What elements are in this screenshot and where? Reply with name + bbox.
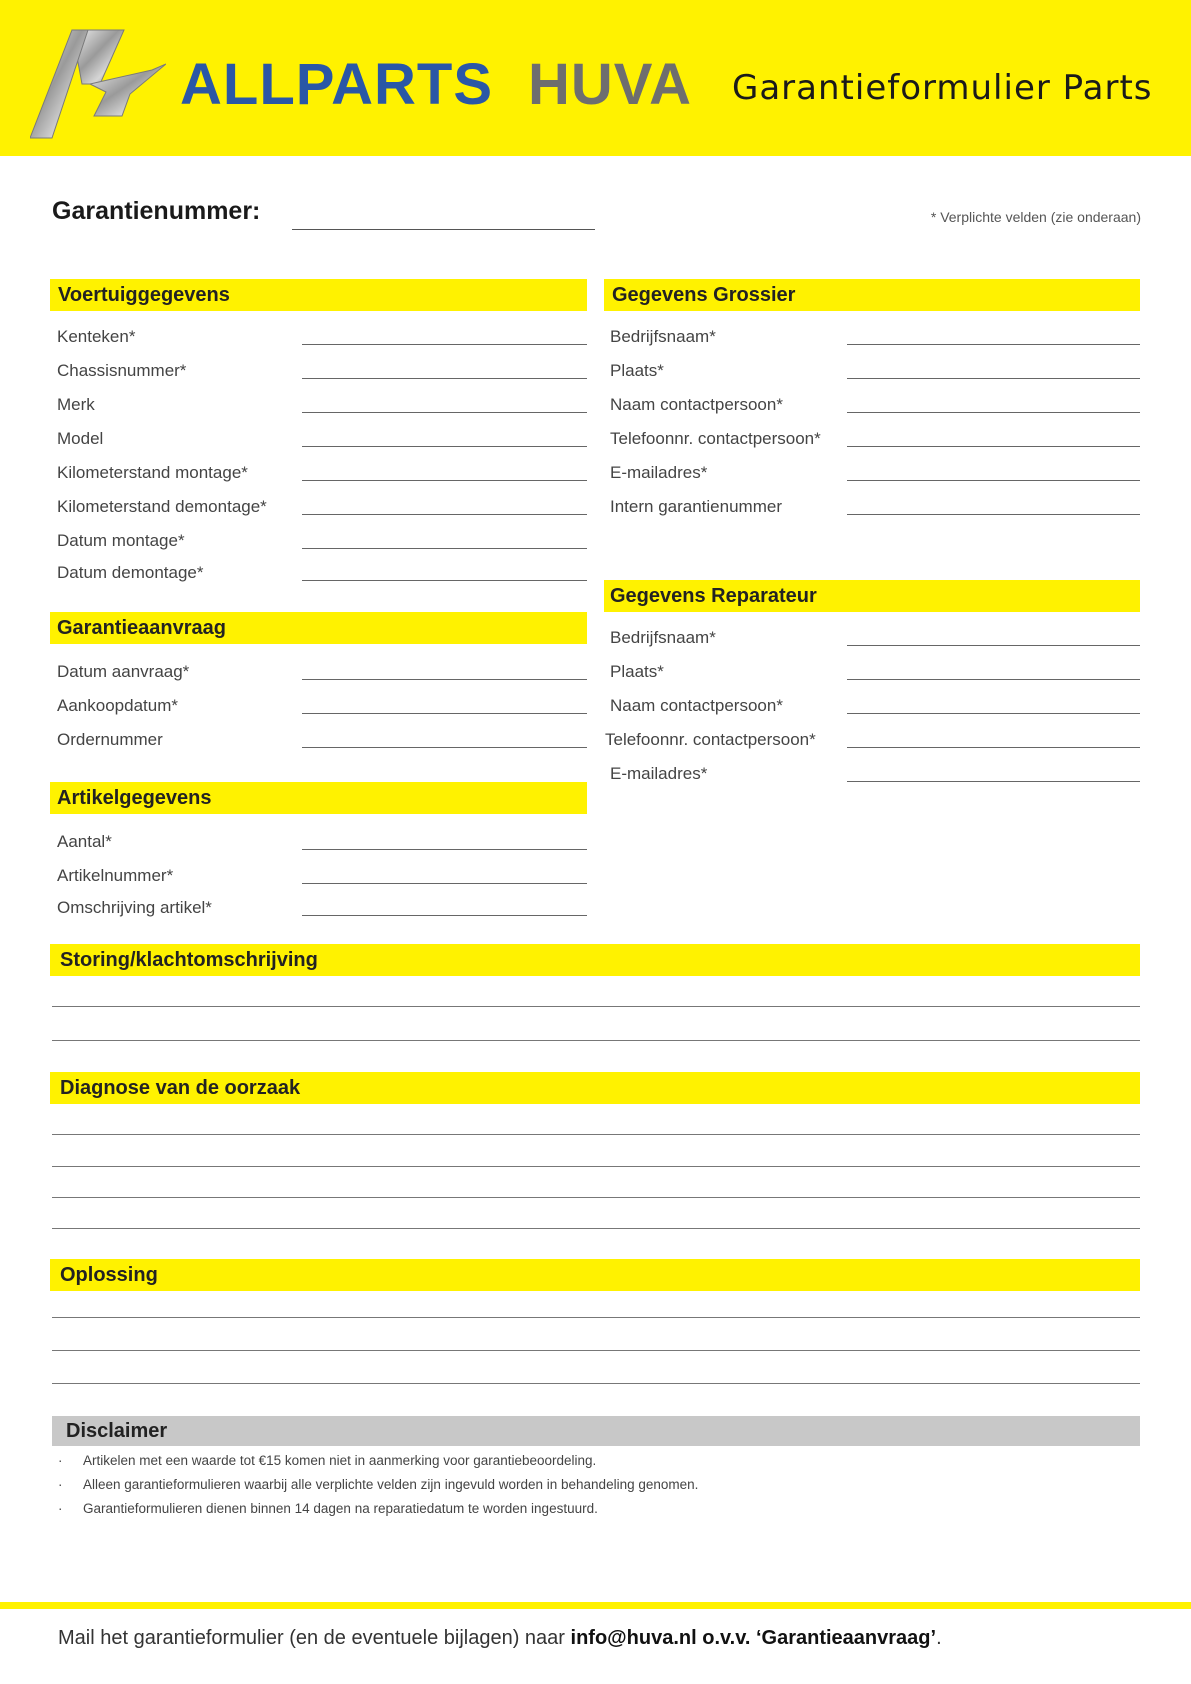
complaint-line[interactable] [52,1006,1140,1007]
field-label-aantal: Aantal* [57,832,112,851]
allparts-logo-icon [30,26,166,140]
disclaimer-item [58,1453,596,1468]
field-label-grossier-bedrijfsnaam: Bedrijfsnaam* [610,327,716,346]
input-datum-aanvraag[interactable] [302,679,587,680]
required-fields-note: * Verplichte velden (zie onderaan) [930,209,1141,225]
section-repairer [604,580,1140,612]
footer-email-reference[interactable]: info@huva.nl o.v.v. ‘Garantieaanvraag’ [570,1627,937,1649]
input-aantal[interactable] [302,849,587,850]
field-label-reparateur-email: E-mailadres* [610,764,708,783]
section-title: Storing/klachtomschrijving [60,949,318,971]
footer-rule [0,1602,1191,1609]
field-label-grossier-telefoon: Telefoonnr. contactpersoon* [610,429,821,448]
input-grossier-contactpersoon[interactable] [847,412,1140,413]
section-title: Gegevens Grossier [612,284,796,306]
field-label-datum-montage: Datum montage* [57,531,185,550]
section-title: Garantieaanvraag [57,617,226,639]
disclaimer-text: Alleen garantieformulieren waarbij alle verplichte velden zijn ingevuld worden in behandeling genomen. [83,1477,699,1492]
field-label-intern-garantienummer: Intern garantienummer [610,497,782,516]
field-label-omschrijving: Omschrijving artikel* [57,898,212,917]
field-label-grossier-contactpersoon: Naam contactpersoon* [610,395,783,414]
disclaimer-item [58,1477,698,1492]
input-grossier-telefoon[interactable] [847,446,1140,447]
solution-line[interactable] [52,1317,1140,1318]
section-title: Oplossing [60,1264,158,1286]
input-km-montage[interactable] [302,480,587,481]
input-aankoopdatum[interactable] [302,713,587,714]
input-kenteken[interactable] [302,344,587,345]
section-title: Diagnose van de oorzaak [60,1077,301,1099]
input-model[interactable] [302,446,587,447]
bullet: · [58,1453,63,1468]
field-label-aankoopdatum: Aankoopdatum* [57,696,178,715]
field-label-reparateur-telefoon: Telefoonnr. contactpersoon* [605,730,816,749]
input-chassisnummer[interactable] [302,378,587,379]
diagnosis-line[interactable] [52,1228,1140,1229]
disclaimer-text: Garantieformulieren dienen binnen 14 dagen na reparatiedatum te worden ingestuurd. [83,1501,598,1516]
input-reparateur-telefoon[interactable] [847,747,1140,748]
input-datum-montage[interactable] [302,548,587,549]
section-claim [50,612,587,644]
input-artikelnummer[interactable] [302,883,587,884]
section-wholesaler [604,279,1140,311]
field-label-reparateur-plaats: Plaats* [610,662,664,681]
section-vehicle [50,279,587,311]
solution-line[interactable] [52,1350,1140,1351]
section-disclaimer [52,1416,1140,1446]
bullet: · [58,1501,63,1516]
field-label-reparateur-bedrijfsnaam: Bedrijfsnaam* [610,628,716,647]
diagnosis-line[interactable] [52,1197,1140,1198]
section-article [50,782,587,814]
diagnosis-line[interactable] [52,1134,1140,1135]
section-complaint [50,944,1140,976]
input-merk[interactable] [302,412,587,413]
footer-instruction: Mail het garantieformulier (en de eventuele bijlagen) naar [58,1627,571,1649]
disclaimer-text: Artikelen met een waarde tot €15 komen niet in aanmerking voor garantiebeoordeling. [83,1453,597,1468]
field-label-reparateur-contactpersoon: Naam contactpersoon* [610,696,783,715]
input-reparateur-email[interactable] [847,781,1140,782]
field-label-km-demontage: Kilometerstand demontage* [57,497,267,516]
field-label-datum-demontage: Datum demontage* [57,563,204,582]
field-label-grossier-plaats: Plaats* [610,361,664,380]
field-label-grossier-email: E-mailadres* [610,463,708,482]
footer-text [58,1627,942,1650]
section-title: Artikelgegevens [57,787,212,809]
bullet: · [58,1477,63,1492]
input-km-demontage[interactable] [302,514,587,515]
field-label-model: Model [57,429,104,448]
diagnosis-line[interactable] [52,1166,1140,1167]
input-reparateur-plaats[interactable] [847,679,1140,680]
input-intern-garantienummer[interactable] [847,514,1140,515]
input-datum-demontage[interactable] [302,580,587,581]
input-grossier-email[interactable] [847,480,1140,481]
warranty-number-field[interactable] [292,229,595,230]
section-title: Voertuiggegevens [58,284,230,306]
footer-period: . [936,1627,942,1649]
input-omschrijving[interactable] [302,915,587,916]
field-label-artikelnummer: Artikelnummer* [57,866,174,885]
input-ordernummer[interactable] [302,747,587,748]
section-title: Disclaimer [66,1420,168,1442]
section-solution [50,1259,1140,1291]
disclaimer-item [58,1501,598,1516]
brand-allparts: ALLPARTS [180,52,494,117]
brand-huva: HUVA [528,52,693,117]
input-reparateur-bedrijfsnaam[interactable] [847,645,1140,646]
warranty-number-label: Garantienummer: [52,197,261,225]
solution-line[interactable] [52,1383,1140,1384]
input-grossier-bedrijfsnaam[interactable] [847,344,1140,345]
field-label-chassisnummer: Chassisnummer* [57,361,187,380]
field-label-datum-aanvraag: Datum aanvraag* [57,662,190,681]
input-reparateur-contactpersoon[interactable] [847,713,1140,714]
field-label-merk: Merk [57,395,95,414]
field-label-kenteken: Kenteken* [57,327,136,346]
field-label-km-montage: Kilometerstand montage* [57,463,248,482]
field-label-ordernummer: Ordernummer [57,730,163,749]
input-grossier-plaats[interactable] [847,378,1140,379]
section-diagnosis [50,1072,1140,1104]
section-title: Gegevens Reparateur [610,585,817,607]
form-title: Garantieformulier Parts [732,68,1153,108]
complaint-line[interactable] [52,1040,1140,1041]
